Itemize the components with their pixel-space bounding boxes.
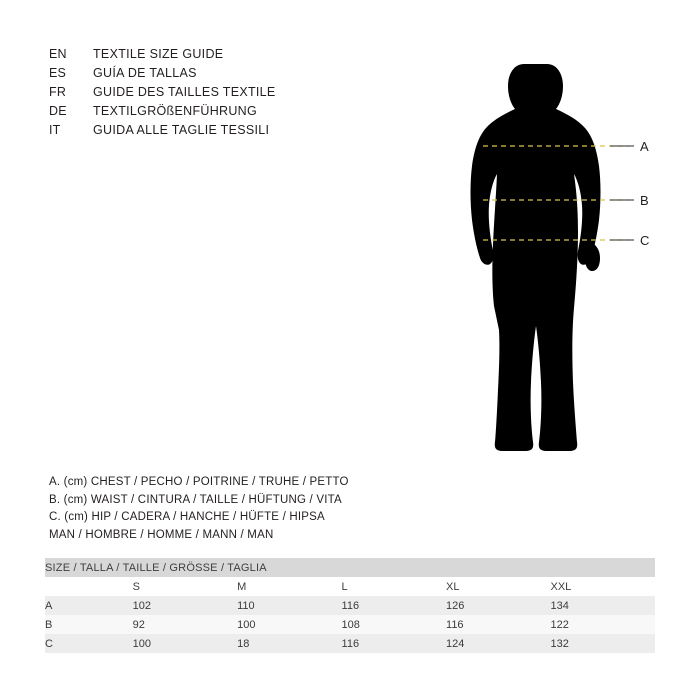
cell-a-xxl: 134 [550, 596, 655, 615]
language-code: DE [49, 104, 67, 118]
marker-label-b: B [640, 193, 649, 208]
cell-c-xxl: 132 [550, 634, 655, 653]
language-row [49, 102, 369, 121]
table-header-xxl: XXL [550, 577, 655, 596]
cell-c-l: 116 [342, 634, 446, 653]
language-title: GUÍA DE TALLAS [93, 66, 197, 80]
table-title-row [45, 558, 655, 577]
row-label-a: A [45, 596, 133, 615]
table-header-xl: XL [446, 577, 550, 596]
language-code: IT [49, 123, 61, 137]
measurement-legend [49, 474, 469, 544]
size-table [45, 558, 655, 653]
male-silhouette-icon [440, 30, 680, 460]
cell-a-l: 116 [342, 596, 446, 615]
table-header-m: M [237, 577, 341, 596]
language-title: TEXTILGRÖßENFÜHRUNG [93, 104, 258, 118]
language-row [49, 83, 369, 102]
table-header-l: L [342, 577, 446, 596]
cell-b-s: 92 [133, 615, 237, 634]
legend-line-b: B. (cm) WAIST / CINTURA / TAILLE / HÜFTUNG / VITA [49, 493, 342, 506]
table-header-s: S [133, 577, 237, 596]
language-code: ES [49, 66, 67, 80]
language-title: GUIDA ALLE TAGLIE TESSILI [93, 123, 270, 137]
measurement-figure [440, 30, 680, 460]
language-row [49, 45, 369, 64]
row-label-b: B [45, 615, 133, 634]
marker-label-a: A [640, 139, 649, 154]
cell-a-m: 110 [237, 596, 341, 615]
language-title: GUIDE DES TAILLES TEXTILE [93, 85, 276, 99]
cell-b-xxl: 122 [550, 615, 655, 634]
table-row [45, 615, 655, 634]
row-label-c: C [45, 634, 133, 653]
language-code: EN [49, 47, 67, 61]
legend-line-c: C. (cm) HIP / CADERA / HANCHE / HÜFTE / HIPSA [49, 511, 325, 523]
table-header-blank [45, 577, 133, 596]
cell-b-l: 108 [342, 615, 446, 634]
language-title: TEXTILE SIZE GUIDE [93, 47, 224, 61]
cell-a-s: 102 [133, 596, 237, 615]
language-row [49, 64, 369, 83]
table-header-row [45, 577, 655, 596]
cell-a-xl: 126 [446, 596, 550, 615]
legend-line-gender: MAN / HOMBRE / HOMME / MANN / MAN [49, 528, 274, 541]
table-title: SIZE / TALLA / TAILLE / GRÖSSE / TAGLIA [45, 558, 655, 577]
language-code: FR [49, 85, 67, 99]
cell-b-m: 100 [237, 615, 341, 634]
cell-b-xl: 116 [446, 615, 550, 634]
marker-label-c: C [640, 233, 650, 248]
cell-c-m: 18 [237, 634, 341, 653]
legend-line-a: A. (cm) CHEST / PECHO / POITRINE / TRUHE / PETTO [49, 476, 349, 488]
cell-c-s: 100 [133, 634, 237, 653]
cell-c-xl: 124 [446, 634, 550, 653]
language-list [49, 45, 369, 140]
table-row [45, 596, 655, 615]
language-row [49, 121, 369, 140]
table-row [45, 634, 655, 653]
